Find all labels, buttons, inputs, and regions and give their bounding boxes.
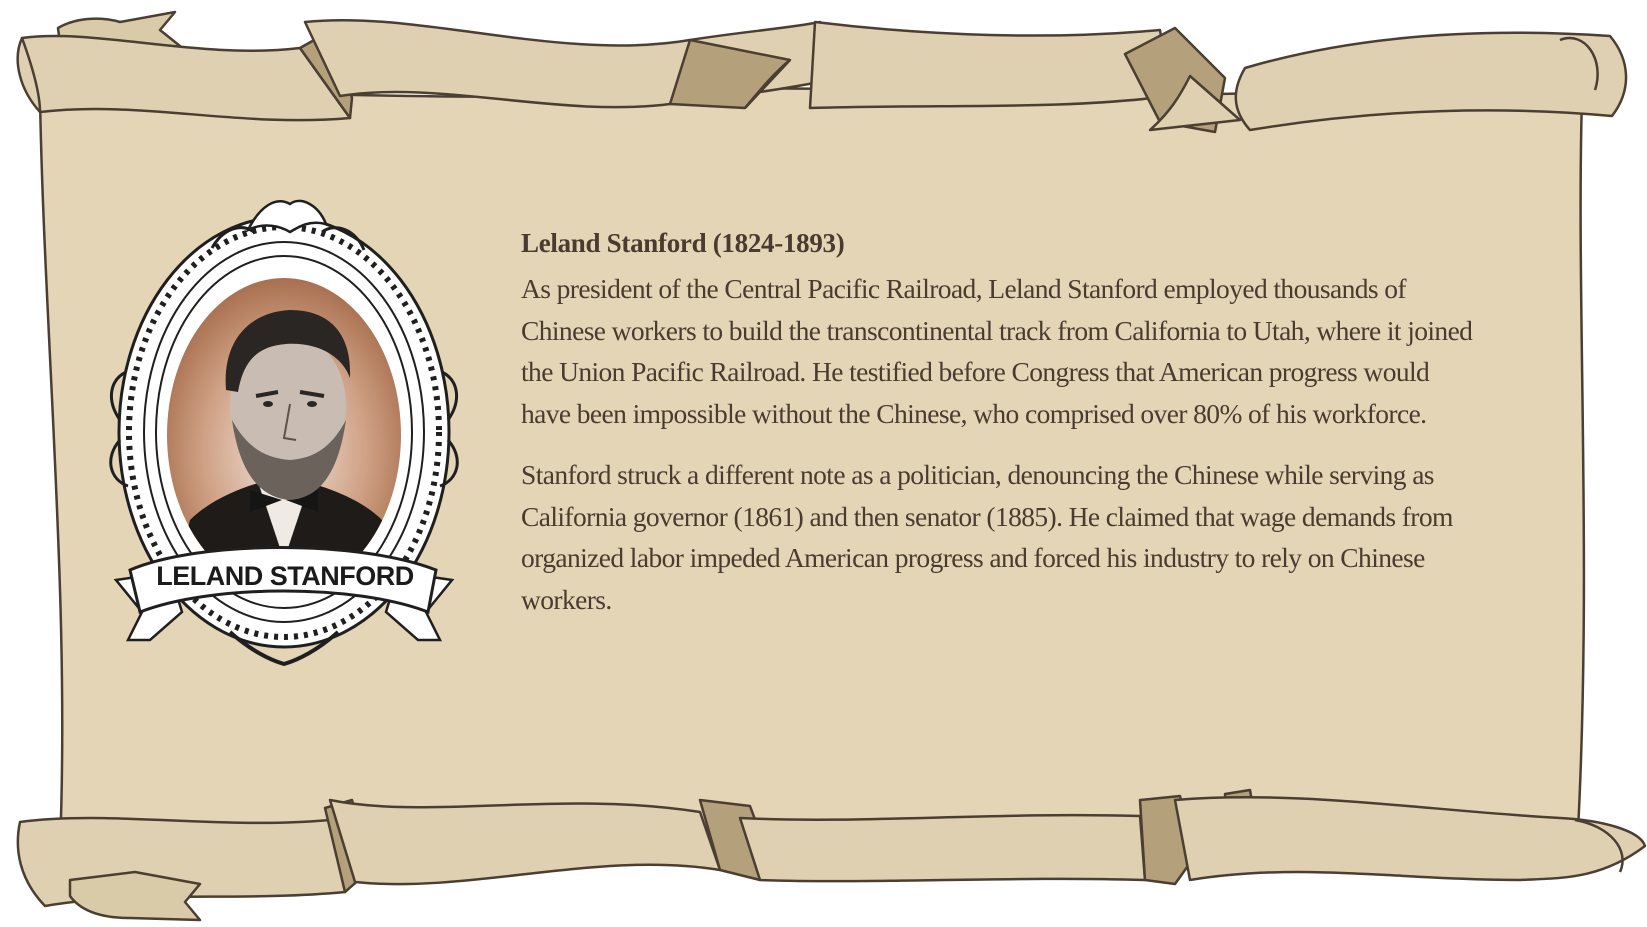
- bio-heading: Leland Stanford (1824-1893): [521, 228, 845, 258]
- portrait-banner-label: LELAND STANFORD: [156, 561, 414, 591]
- bio-paragraph-2: Stanford struck a different note as a politician, denouncing the Chinese while serving as California governor (1861) and then senator (1885). He claimed that wage demands from organized labor impeded American progress and forced his industry to rely on Chinese workers.: [521, 459, 1453, 615]
- bio-text-block: [521, 226, 1476, 640]
- bio-paragraph-1: As president of the Central Pacific Railroad, Leland Stanford employed thousands of Chinese workers to build the transcontinental track from California to Utah, where it joined the Union Pacific Railroad. He testified before Congress that American progress would have been impossible without the Chinese, who comprised over 80% of his workforce.: [521, 273, 1473, 429]
